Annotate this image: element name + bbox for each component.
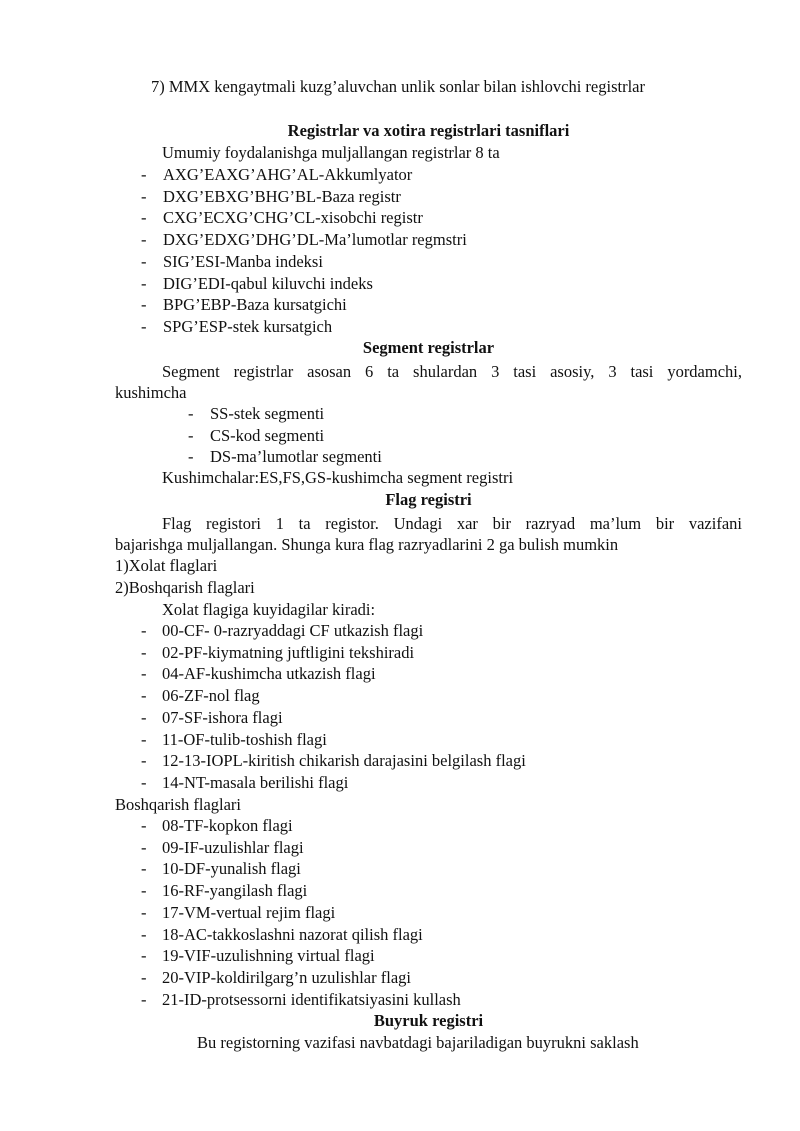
list-item: DXG’EBXG’BHG’BL-Baza registr: [163, 186, 401, 206]
list-marker: -: [141, 230, 147, 250]
list-item: 14-NT-masala berilishi flagi: [162, 772, 349, 792]
list-item: 20-VIP-koldirilgarg’n uzulishlar flagi: [162, 967, 411, 987]
list-marker: -: [141, 316, 147, 336]
list-marker: -: [188, 447, 194, 467]
list-marker: -: [141, 902, 147, 922]
list-item: DS-ma’lumotlar segmenti: [210, 447, 382, 467]
list-item: SIG’ESI-Manba indeksi: [163, 251, 323, 271]
list-item: 21-ID-protsessorni identifikatsiyasini kullash: [162, 989, 461, 1009]
segment-extra-note: Kushimchalar:ES,FS,GS-kushimcha segment registri: [162, 468, 514, 487]
list-marker: -: [141, 729, 147, 749]
list-item: 00-CF- 0-razryaddagi CF utkazish flagi: [162, 621, 424, 640]
list-item: SPG’ESP-stek kursatgich: [163, 316, 333, 336]
list-marker: -: [141, 208, 147, 228]
flag-paragraph-line2: bajarishga muljallangan. Shunga kura flag razryadlarini 2 ga bulish mumkin: [115, 535, 619, 554]
intro-list-item: 7) MMX kengaytmali kuzg’aluvchan unlik sonlar bilan ishlovchi registrlar: [151, 77, 645, 96]
list-item: 19-VIF-uzulishning virtual flagi: [162, 946, 375, 966]
list-item: DXG’EDXG’DHG’DL-Ma’lumotlar regmstri: [163, 230, 467, 250]
list-item: 17-VM-vertual rejim flagi: [162, 902, 336, 922]
list-item: AXG’EAXG’AHG’AL-Akkumlyator: [163, 165, 413, 184]
list-item: 04-AF-kushimcha utkazish flagi: [162, 664, 376, 684]
section-title-registers: Registrlar va xotira registrlari tasniflari: [287, 121, 570, 140]
list-marker: -: [188, 425, 194, 445]
list-item: 09-IF-uzulishlar flagi: [162, 837, 304, 857]
list-marker: -: [141, 946, 147, 966]
list-item: 02-PF-kiymatning juftligini tekshiradi: [162, 642, 415, 662]
list-marker: -: [141, 186, 147, 206]
list-marker: -: [141, 967, 147, 987]
list-marker: -: [141, 273, 147, 293]
list-marker: -: [141, 989, 147, 1009]
list-item: 18-AC-takkoslashni nazorat qilish flagi: [162, 924, 423, 944]
list-marker: -: [141, 165, 147, 184]
list-marker: -: [141, 924, 147, 944]
list-marker: -: [141, 816, 147, 835]
list-item: CS-kod segmenti: [210, 425, 325, 445]
flag-type-1: 1)Xolat flaglari: [115, 556, 218, 575]
list-item: CXG’ECXG’CHG’CL-xisobchi registr: [163, 208, 423, 228]
flag-type-2: 2)Boshqarish flaglari: [115, 578, 255, 597]
section-lead-general-registers: Umumiy foydalanishga muljallangan registrlar 8 ta: [162, 143, 500, 162]
list-marker: -: [141, 751, 147, 771]
list-item: BPG’EBP-Baza kursatgichi: [163, 295, 347, 315]
instruction-register-paragraph: Bu registorning vazifasi navbatdagi bajariladigan buyrukni saklash: [197, 1033, 639, 1052]
list-marker: -: [141, 295, 147, 315]
segment-paragraph-line2: kushimcha: [115, 383, 187, 402]
list-item: 10-DF-yunalish flagi: [162, 859, 301, 879]
section-title-instruction-register: Buyruk registri: [373, 1011, 484, 1030]
list-marker: -: [141, 707, 147, 727]
section-title-flag-register: Flag registri: [385, 490, 472, 509]
list-marker: -: [141, 772, 147, 792]
list-item: 07-SF-ishora flagi: [162, 707, 283, 727]
list-marker: -: [141, 251, 147, 271]
list-marker: -: [141, 837, 147, 857]
list-marker: -: [141, 686, 147, 706]
list-marker: -: [141, 664, 147, 684]
list-item: 16-RF-yangilash flagi: [162, 881, 308, 901]
flag-paragraph-line1: Flag registori 1 ta registor. Undagi xar bir razryad ma’lum bir vazifani: [162, 514, 742, 533]
list-item: 08-TF-kopkon flagi: [162, 816, 293, 835]
list-marker: -: [188, 404, 194, 423]
list-item: 11-OF-tulib-toshish flagi: [162, 729, 327, 749]
list-marker: -: [141, 621, 147, 640]
section-title-segment-registers: Segment registrlar: [362, 338, 495, 357]
list-marker: -: [141, 881, 147, 901]
list-item: SS-stek segmenti: [210, 404, 325, 423]
list-item: DIG’EDI-qabul kiluvchi indeks: [163, 273, 373, 293]
control-flags-title: Boshqarish flaglari: [115, 795, 242, 814]
list-marker: -: [141, 859, 147, 879]
state-flags-lead: Xolat flagiga kuyidagilar kiradi:: [162, 600, 376, 619]
list-item: 06-ZF-nol flag: [162, 686, 260, 706]
segment-paragraph-line1: Segment registrlar asosan 6 ta shulardan 3 tasi asosiy, 3 tasi yordamchi,: [162, 362, 742, 381]
list-item: 12-13-IOPL-kiritish chikarish darajasini belgilash flagi: [162, 751, 526, 771]
list-marker: -: [141, 642, 147, 662]
